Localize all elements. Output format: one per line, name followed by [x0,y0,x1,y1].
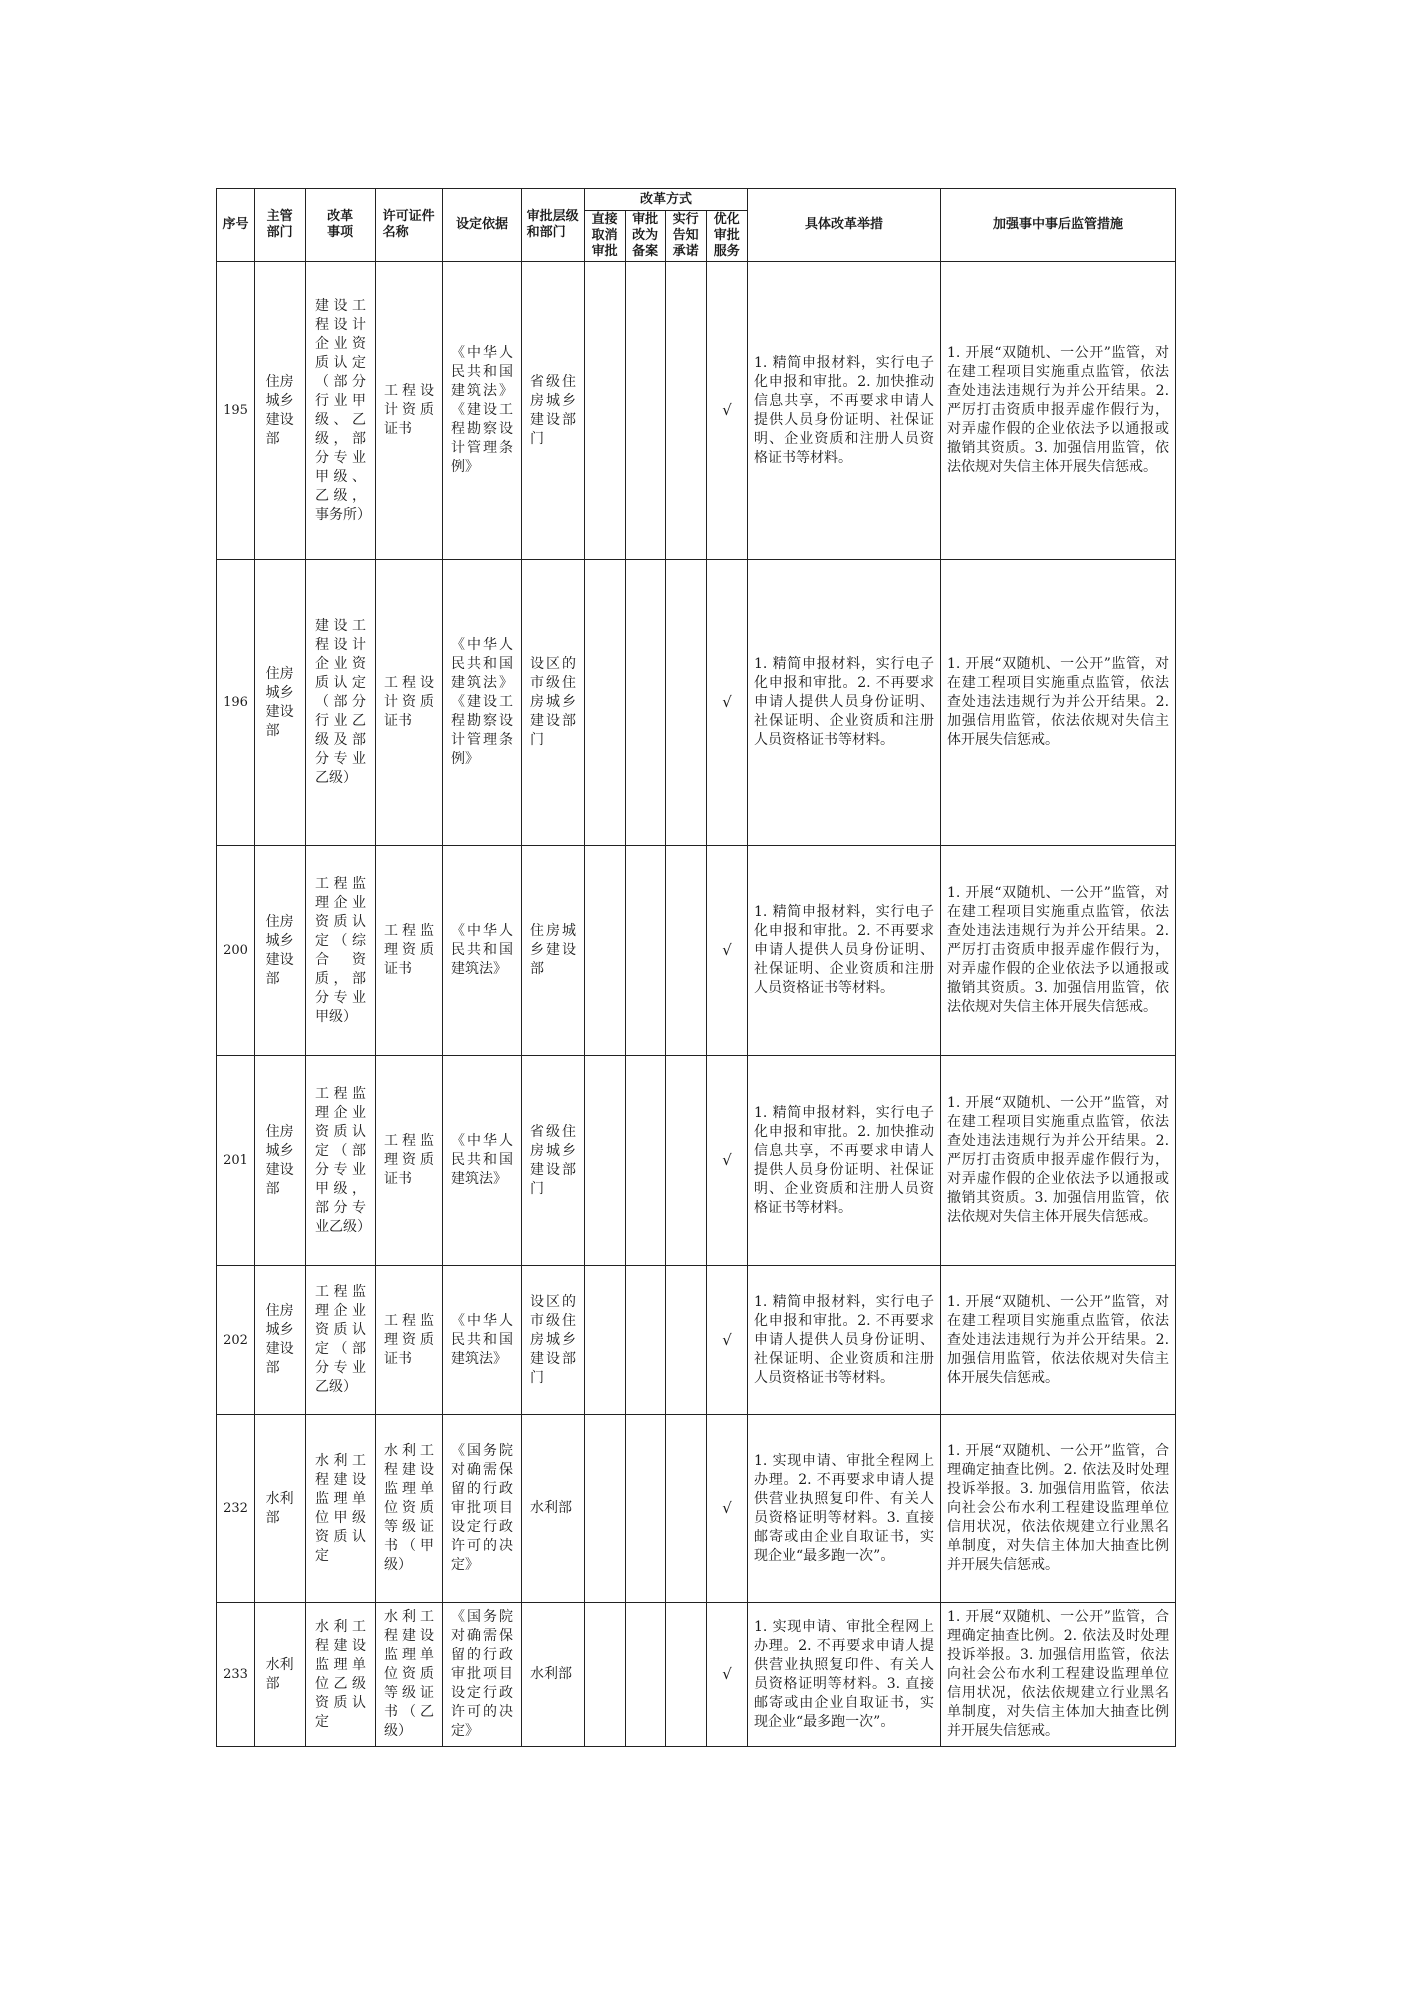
department-text: 住房城乡建设部 [265,1303,294,1376]
approval-to-filing-cell [626,846,666,1056]
seq-cell: 201 [217,1056,255,1266]
department-cell [255,560,306,846]
approval-to-filing-cell [626,1603,666,1747]
department-text: 水利部 [265,1656,294,1692]
header-reform-measures: 具体改革举措 [748,189,941,262]
header-notification-commitment-text: 实行告知承诺 [672,212,699,259]
cancel-approval-cell [585,1415,626,1603]
legal-basis-cell: 《中华人民共和国建筑法》《建设工程勘察设计管理条例》 [443,560,522,846]
optimize-service-cell: √ [707,846,748,1056]
cancel-approval-cell [585,262,626,560]
reform-measures-cell: 1. 精简申报材料，实行电子化申报和审批。2. 不再要求申请人提供人员身份证明、社保证明、企业资质和注册人员资格证书等材料。 [748,560,941,846]
department-cell [255,1056,306,1266]
approval-level-cell: 省级住房城乡建设部门 [522,1056,585,1266]
notification-commitment-cell [666,846,707,1056]
supervision-measures-cell: 1. 开展“双随机、一公开”监管，对在建工程项目实施重点监管，依法查处违法违规行为并公开结果。2. 严厉打击资质申报弄虚作假行为，对弄虚作假的企业依法予以通报或撤销其资质。3. 加强信用监管，依法依规对失信主体开展失信惩戒。 [941,262,1176,560]
table-row [217,560,1176,846]
notification-commitment-cell [666,262,707,560]
table-body [217,262,1176,1747]
reform-measures-cell: 1. 精简申报材料，实行电子化申报和审批。2. 不再要求申请人提供人员身份证明、社保证明、企业资质和注册人员资格证书等材料。 [748,1266,941,1415]
header-reform-method: 改革方式 [585,189,748,211]
table-row [217,846,1176,1056]
header-license-name [376,189,443,262]
approval-to-filing-cell [626,1415,666,1603]
supervision-measures-cell: 1. 开展“双随机、一公开”监管，对在建工程项目实施重点监管，依法查处违法违规行为并公开结果。2. 加强信用监管，依法依规对失信主体开展失信惩戒。 [941,1266,1176,1415]
supervision-measures-cell: 1. 开展“双随机、一公开”监管，对在建工程项目实施重点监管，依法查处违法违规行为并公开结果。2. 加强信用监管，依法依规对失信主体开展失信惩戒。 [941,560,1176,846]
reform-measures-cell: 1. 精简申报材料，实行电子化申报和审批。2. 不再要求申请人提供人员身份证明、社保证明、企业资质和注册人员资格证书等材料。 [748,846,941,1056]
legal-basis-cell: 《中华人民共和国建筑法》 [443,846,522,1056]
department-text: 住房城乡建设部 [265,665,294,739]
legal-basis-cell: 《中华人民共和国建筑法》 [443,1266,522,1415]
legal-basis-cell: 《中华人民共和国建筑法》《建设工程勘察设计管理条例》 [443,262,522,560]
supervision-measures-cell: 1. 开展“双随机、一公开”监管，合理确定抽查比例。2. 依法及时处理投诉举报。3. 加强信用监管，依法向社会公布水利工程建设监理单位信用状况，依法依规建立行业黑名单制度，对失信主体加大抽查比例并开展失信惩戒。 [941,1415,1176,1603]
department-cell [255,1603,306,1747]
header-legal-basis: 设定依据 [443,189,522,262]
license-name-cell: 水利工程建设监理单位资质等级证书（乙级） [376,1603,443,1747]
approval-level-cell: 住房城乡建设部 [522,846,585,1056]
supervision-measures-cell: 1. 开展“双随机、一公开”监管，对在建工程项目实施重点监管，依法查处违法违规行为并公开结果。2. 严厉打击资质申报弄虚作假行为，对弄虚作假的企业依法予以通报或撤销其资质。3. 加强信用监管，依法依规对失信主体开展失信惩戒。 [941,846,1176,1056]
reform-measures-cell: 1. 实现申请、审批全程网上办理。2. 不再要求申请人提供营业执照复印件、有关人员资格证明等材料。3. 直接邮寄或由企业自取证书，实现企业“最多跑一次”。 [748,1415,941,1603]
header-row-top [217,189,1176,211]
seq-cell: 232 [217,1415,255,1603]
department-cell [255,846,306,1056]
header-approval-level [522,189,585,262]
header-cancel-approval [585,211,626,262]
optimize-service-cell: √ [707,1266,748,1415]
license-name-cell: 工程监理资质证书 [376,1056,443,1266]
reform-item-cell: 建设工程设计企业资质认定（部分行业甲级、乙级，部分专业甲级、乙级，事务所） [306,262,376,560]
department-text: 水利部 [265,1490,294,1526]
reform-measures-cell: 1. 精简申报材料，实行电子化申报和审批。2. 加快推动信息共享，不再要求申请人提供人员身份证明、社保证明、企业资质和注册人员资格证书等材料。 [748,1056,941,1266]
legal-basis-cell: 《国务院对确需保留的行政审批项目设定行政许可的决定》 [443,1603,522,1747]
header-seq: 序号 [217,189,255,262]
department-cell [255,1266,306,1415]
optimize-service-cell: √ [707,1415,748,1603]
department-text: 住房城乡建设部 [265,913,294,987]
header-cancel-approval-text: 直接取消审批 [591,212,618,259]
header-license-name-text: 许可证件名称 [382,209,435,240]
supervision-measures-cell: 1. 开展“双随机、一公开”监管，对在建工程项目实施重点监管，依法查处违法违规行为并公开结果。2. 严厉打击资质申报弄虚作假行为，对弄虚作假的企业依法予以通报或撤销其资质。3. 加强信用监管，依法依规对失信主体开展失信惩戒。 [941,1056,1176,1266]
optimize-service-cell: √ [707,1056,748,1266]
seq-cell: 202 [217,1266,255,1415]
table-row [217,262,1176,560]
supervision-measures-cell: 1. 开展“双随机、一公开”监管，合理确定抽查比例。2. 依法及时处理投诉举报。3. 加强信用监管，依法向社会公布水利工程建设监理单位信用状况，依法依规建立行业黑名单制度，对失信主体加大抽查比例并开展失信惩戒。 [941,1603,1176,1747]
approval-level-cell: 设区的市级住房城乡建设部门 [522,1266,585,1415]
license-name-cell: 工程设计资质证书 [376,560,443,846]
table-row [217,1603,1176,1747]
header-department [255,189,306,262]
legal-basis-cell: 《国务院对确需保留的行政审批项目设定行政许可的决定》 [443,1415,522,1603]
reform-item-cell: 水利工程建设监理单位乙级资质认定 [306,1603,376,1747]
approval-level-cell: 水利部 [522,1603,585,1747]
notification-commitment-cell [666,1266,707,1415]
department-cell [255,262,306,560]
header-reform-item [306,189,376,262]
reform-item-cell: 工程监理企业资质认定（综合资质，部分专业甲级） [306,846,376,1056]
approval-level-cell: 水利部 [522,1415,585,1603]
notification-commitment-cell [666,1415,707,1603]
approval-to-filing-cell [626,262,666,560]
reform-measures-cell: 1. 精简申报材料，实行电子化申报和审批。2. 加快推动信息共享，不再要求申请人提供人员身份证明、社保证明、企业资质和注册人员资格证书等材料。 [748,262,941,560]
seq-cell: 196 [217,560,255,846]
header-reform-item-text: 改革事项 [327,209,354,240]
table-row [217,1056,1176,1266]
reform-item-cell: 建设工程设计企业资质认定（部分行业乙级及部分专业乙级） [306,560,376,846]
cancel-approval-cell [585,560,626,846]
approval-to-filing-cell [626,1056,666,1266]
approval-to-filing-cell [626,1266,666,1415]
cancel-approval-cell [585,1266,626,1415]
header-optimize-service [707,211,748,262]
cancel-approval-cell [585,1056,626,1266]
header-approval-to-filing-text: 审批改为备案 [632,212,659,259]
notification-commitment-cell [666,1603,707,1747]
table-row [217,1266,1176,1415]
seq-cell: 200 [217,846,255,1056]
header-department-text: 主管部门 [266,209,293,240]
reform-measures-cell: 1. 实现申请、审批全程网上办理。2. 不再要求申请人提供营业执照复印件、有关人员资格证明等材料。3. 直接邮寄或由企业自取证书，实现企业“最多跑一次”。 [748,1603,941,1747]
optimize-service-cell: √ [707,1603,748,1747]
header-approval-level-text: 审批层级和部门 [526,209,579,240]
reform-table-sheet [216,188,1175,1747]
reform-item-cell: 工程监理企业资质认定（部分专业乙级） [306,1266,376,1415]
legal-basis-cell: 《中华人民共和国建筑法》 [443,1056,522,1266]
approval-to-filing-cell [626,560,666,846]
cancel-approval-cell [585,1603,626,1747]
license-name-cell: 工程监理资质证书 [376,1266,443,1415]
cancel-approval-cell [585,846,626,1056]
optimize-service-cell: √ [707,262,748,560]
department-cell [255,1415,306,1603]
table-header [217,189,1176,262]
reform-table [216,188,1176,1747]
header-optimize-service-text: 优化审批服务 [713,212,740,259]
notification-commitment-cell [666,1056,707,1266]
department-text: 住房城乡建设部 [265,1123,294,1197]
license-name-cell: 水利工程建设监理单位资质等级证书（甲级） [376,1415,443,1603]
table-row [217,1415,1176,1603]
approval-level-cell: 省级住房城乡建设部门 [522,262,585,560]
header-notification-commitment [666,211,707,262]
license-name-cell: 工程监理资质证书 [376,846,443,1056]
seq-cell: 233 [217,1603,255,1747]
notification-commitment-cell [666,560,707,846]
header-approval-to-filing [626,211,666,262]
reform-item-cell: 工程监理企业资质认定（部分专业甲级，部分专业乙级） [306,1056,376,1266]
department-text: 住房城乡建设部 [265,373,294,447]
optimize-service-cell: √ [707,560,748,846]
approval-level-cell: 设区的市级住房城乡建设部门 [522,560,585,846]
seq-cell: 195 [217,262,255,560]
license-name-cell: 工程设计资质证书 [376,262,443,560]
header-supervision-measures: 加强事中事后监管措施 [941,189,1176,262]
reform-item-cell: 水利工程建设监理单位甲级资质认定 [306,1415,376,1603]
